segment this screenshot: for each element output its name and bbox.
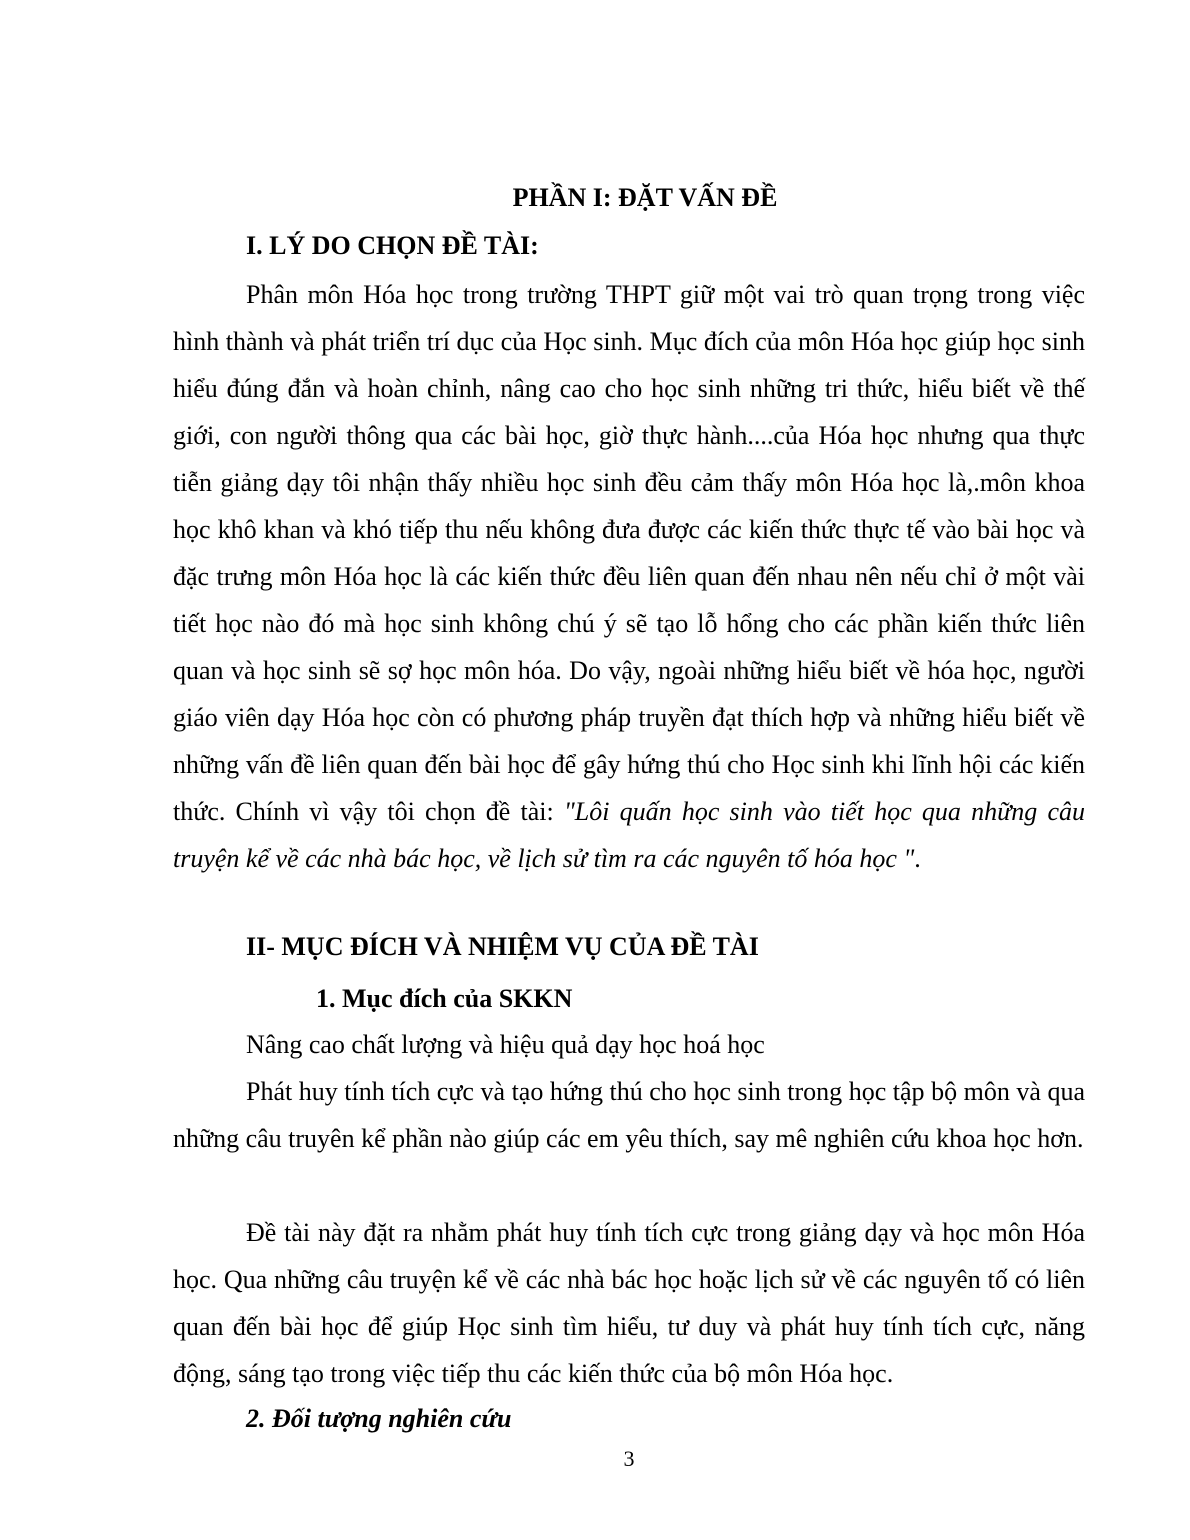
paragraph-purpose-1: Nâng cao chất lượng và hiệu quả dạy học hoá học (246, 1030, 765, 1059)
section-title: PHẦN I: ĐẶT VẤN ĐỀ (512, 183, 778, 212)
heading-reason: I. LÝ DO CHỌN ĐỀ TÀI: (246, 231, 539, 260)
paragraph-purpose-2: Phát huy tính tích cực và tạo hứng thú cho học sinh trong học tập bộ môn và qua những câu truyên kể phần nào giúp các em yêu thích, say mê nghiên cứu khoa học hơn. (173, 1077, 1085, 1153)
heading-purpose-tasks: II- MỤC ĐÍCH VÀ NHIỆM VỤ CỦA ĐỀ TÀI (246, 932, 759, 961)
heading-research-subject: 2. Đối tượng nghiên cứu (246, 1404, 512, 1433)
paragraph-purpose-3: Đề tài này đặt ra nhằm phát huy tính tích cực trong giảng dạy và học môn Hóa học. Qua những câu truyện kể về các nhà bác học hoặc lịch sử về các nguyên tố có liên quan đến bài học để giúp Học sinh tìm hiểu, tư duy và phát huy tính tích cực, năng động, sáng tạo trong việc tiếp thu các kiến thức của bộ môn Hóa học. (173, 1218, 1085, 1388)
heading-purpose: 1. Mục đích của SKKN (316, 984, 573, 1013)
paragraph-reason-text: Phân môn Hóa học trong trường THPT giữ một vai trò quan trọng trong việc hình thành và phát triển trí dục của Học sinh. Mục đích của môn Hóa học giúp học sinh hiểu đúng đắn và hoàn chỉnh, nâng cao cho học sinh những tri thức, hiểu biết về thế giới, con người thông qua các bài học, giờ thực hành....của Hóa học nhưng qua thực tiễn giảng dạy tôi nhận thấy nhiều học sinh đều cảm thấy môn Hóa học là,.môn khoa học khô khan và khó tiếp thu nếu không đưa được các kiến thức thực tế vào bài học và đặc trưng môn Hóa học là các kiến thức đều liên quan đến nhau nên nếu chỉ ở một vài tiết học nào đó mà học sinh không chú ý sẽ tạo lỗ hổng cho các phần kiến thức liên quan và học sinh sẽ sợ học môn hóa. Do vậy, ngoài những hiểu biết về hóa học, người giáo viên dạy Hóa học còn có phương pháp truyền đạt thích hợp và những hiểu biết về những vấn đề liên quan đến bài học để gây hứng thú cho Học sinh khi lĩnh hội các kiến thức. Chính vì vậy tôi chọn đề tài: (173, 280, 1085, 826)
page-number: 3 (623, 1446, 635, 1471)
paragraph-reason (173, 271, 1085, 882)
paragraph-reason-end: . (914, 844, 921, 873)
topic-quote: "Lôi quấn học sinh vào tiết học qua những câu truyện kể về các nhà bác học, về lịch sử tìm ra các nguyên tố hóa học " (173, 797, 1085, 873)
